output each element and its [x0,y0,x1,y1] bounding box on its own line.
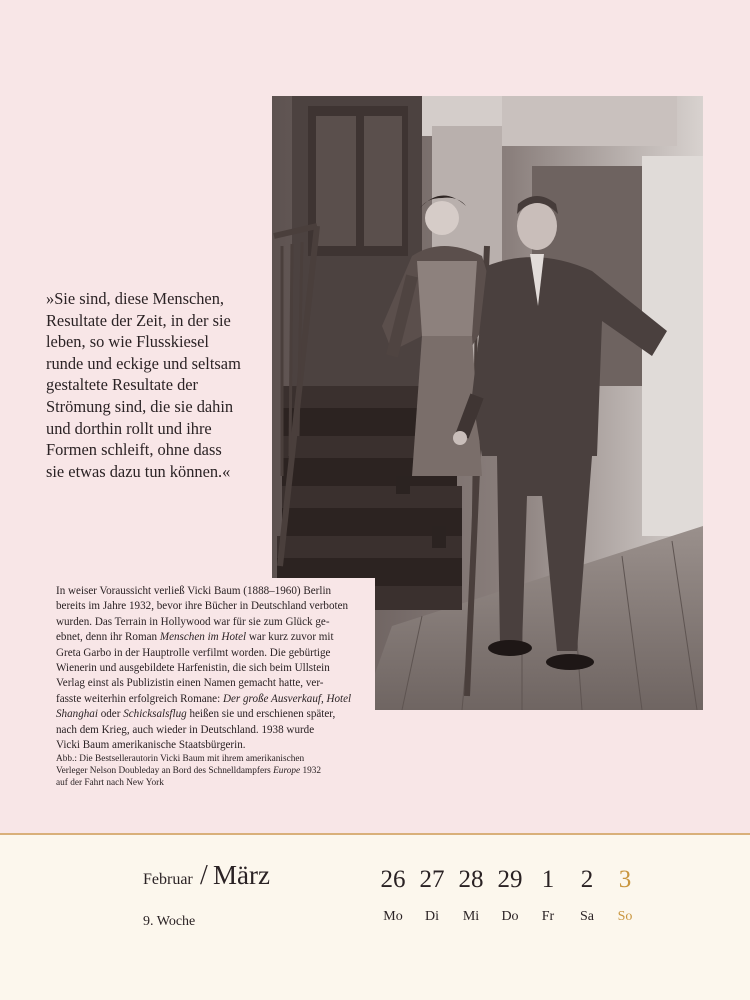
day-saturday [567,865,607,925]
previous-month: Februar [143,871,193,888]
book-title: Menschen im Hotel [159,631,247,644]
quote-line: Resultate der Zeit, in der sie [46,310,231,330]
day-number: 29 [497,866,523,893]
body-line [56,630,386,645]
photo-caption [56,753,376,790]
day-number: 2 [580,866,594,893]
day-sunday [605,865,645,925]
quote-line: gestaltete Resultate der [46,375,199,395]
body-line: Greta Garbo in der Hauptrolle verfilmt worden. Die gebürtige [56,646,331,659]
body-fragment: oder [97,708,124,721]
weekday-label: Mo [383,909,403,924]
caption-line: auf der Fahrt nach New York [56,778,164,789]
day-monday [373,865,413,925]
day-friday [528,865,568,925]
body-text [56,584,386,753]
body-line: nach dem Krieg, auch wieder in Deutschland. 1938 wurde [56,723,315,736]
current-month: März [213,860,270,890]
body-line: wurden. Das Terrain in Hollywood war für sie zum Glück ge- [56,615,330,628]
book-title: Der große Ausverkauf, Hotel [222,692,352,705]
day-number: 27 [419,866,445,893]
day-number: 26 [380,866,406,893]
body-line: Wienerin und ausgebildete Harfenistin, die sich beim Ullstein [56,662,330,675]
quote-line: und dorthin rollt und ihre [46,418,212,438]
body-fragment: ebnet, denn ihr Roman [56,631,160,644]
caption-line: Abb.: Die Bestsellerautorin Vicki Baum mit ihrem amerikanischen [56,754,305,764]
quote-line: Formen schleift, ohne dass [46,440,222,460]
weekday-label: So [617,909,633,924]
weekday-label: Mi [462,909,480,924]
weekday-label: Di [425,909,439,924]
caption-fragment: Verleger Nelson Doubleday an Bord des Schnelldampfers [56,766,274,777]
body-line [56,707,386,722]
weekday-label: Sa [580,909,594,924]
day-number: 3 [618,866,632,893]
day-wednesday [451,865,491,925]
ship-name: Europe [273,766,301,777]
body-fragment: war kurz zuvor mit [246,631,334,644]
book-title: Schicksalsflug [123,708,187,721]
quote-line: »Sie sind, diese Menschen, [46,289,224,308]
day-thursday [490,865,530,925]
day-number: 1 [541,866,555,893]
weekday-label: Do [501,909,519,924]
week-number: 9. Woche [143,914,196,929]
body-fragment: fasste weiterhin erfolgreich Romane: [56,692,223,705]
body-fragment: heißen sie und erschienen später, [186,708,336,721]
day-tuesday [412,865,452,925]
day-number: 28 [458,866,484,893]
body-line: bereits im Jahre 1932, bevor ihre Bücher in Deutschland verboten [56,600,349,613]
quote-line: Strömung sind, die sie dahin [46,396,234,416]
body-line [56,692,386,707]
body-line: Vicki Baum amerikanische Staatsbürgerin. [56,739,246,752]
caption-line [56,765,376,777]
weekday-label: Fr [541,909,555,924]
body-line: Verlag einst als Publizistin einen Namen gemacht hatte, ver- [56,677,324,690]
quote [46,288,268,482]
book-title: Shanghai [56,708,98,721]
month-separator: / [200,860,208,891]
quote-line: sie etwas dazu tun können.« [46,461,231,481]
body-line: In weiser Voraussicht verließ Vicki Baum (1888–1960) Berlin [56,585,332,597]
quote-line: leben, so wie Flusskiesel [46,332,209,352]
caption-fragment: 1932 [300,766,322,777]
quote-line: runde und eckige und seltsam [46,353,241,373]
